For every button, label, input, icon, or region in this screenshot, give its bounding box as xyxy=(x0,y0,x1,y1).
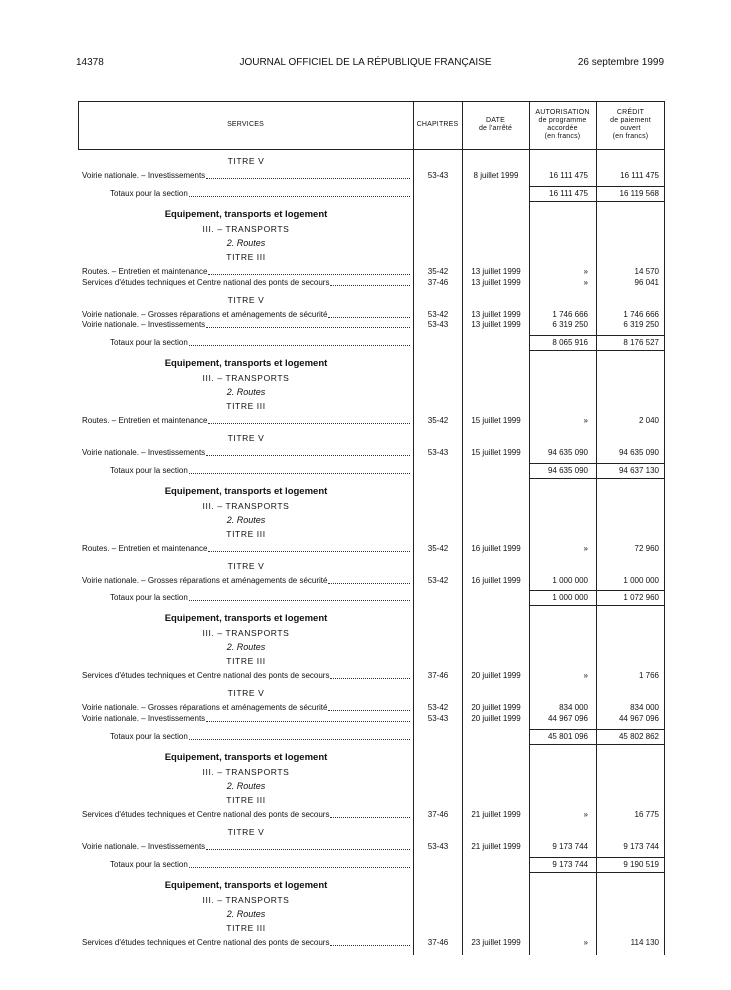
date-cell: 15 juillet 1999 xyxy=(471,416,521,425)
dot-leader xyxy=(208,266,410,275)
row-label-text: Voirie nationale. – Investissements xyxy=(82,714,206,723)
dot-leader xyxy=(328,309,410,318)
autorisation-cell: 834 000 xyxy=(559,703,588,712)
autorisation-cell: 6 319 250 xyxy=(552,320,588,329)
row-label-text: Routes. – Entretien et maintenance xyxy=(82,544,208,553)
date-cell: 16 juillet 1999 xyxy=(471,576,521,585)
credit-cell: 14 570 xyxy=(634,267,659,276)
dot-leader xyxy=(330,670,410,679)
total-row xyxy=(78,592,665,604)
credit-cell: 1 000 000 xyxy=(623,576,659,585)
date-cell: 13 juillet 1999 xyxy=(471,320,521,329)
credit-cell: 2 040 xyxy=(638,416,659,425)
total-rule-bottom xyxy=(597,478,664,479)
total-row xyxy=(78,188,665,200)
credit-cell: 16 775 xyxy=(634,810,659,819)
total-rule-bottom xyxy=(597,744,664,745)
date-cell: 21 juillet 1999 xyxy=(471,842,521,851)
header-chapitres: CHAPITRES xyxy=(416,121,459,128)
chapitre-cell: 37-46 xyxy=(427,671,449,680)
total-rule-top xyxy=(597,463,664,464)
total-row xyxy=(78,465,665,477)
credit-cell: 9 173 744 xyxy=(623,842,659,851)
section-heading: Equipement, transports et logement xyxy=(164,486,328,497)
header-credit: CRÉDIT de paiement ouvert (en francs) xyxy=(610,109,651,140)
table-row xyxy=(78,713,665,725)
credit-cell: 114 130 xyxy=(630,938,659,947)
autorisation-cell: » xyxy=(583,416,588,425)
credit-cell: 8 176 527 xyxy=(623,338,659,347)
total-rule-top xyxy=(597,590,664,591)
table-row xyxy=(78,809,665,821)
dot-leader xyxy=(328,702,410,711)
row-label xyxy=(110,465,410,477)
chapitre-cell: 53-42 xyxy=(427,310,449,319)
row-label-text: Voirie nationale. – Grosses réparations et aménagements de sécurité xyxy=(82,703,328,712)
credit-cell: 9 190 519 xyxy=(623,860,659,869)
dot-leader xyxy=(330,809,410,818)
total-rule-top xyxy=(530,857,596,858)
row-label-text: Voirie nationale. – Investissements xyxy=(82,448,206,457)
total-rule-top xyxy=(597,729,664,730)
dot-leader xyxy=(330,277,410,286)
subsection-heading: III. – TRANSPORTS xyxy=(202,373,290,383)
header-bottom-border xyxy=(78,149,665,150)
dot-leader xyxy=(206,841,410,850)
table-row xyxy=(78,415,665,427)
dot-leader xyxy=(189,731,410,740)
issue-date: 26 septembre 1999 xyxy=(577,57,664,68)
subsection-heading: III. – TRANSPORTS xyxy=(202,767,290,777)
credit-cell: 96 041 xyxy=(634,278,659,287)
subsection-heading: III. – TRANSPORTS xyxy=(202,628,290,638)
autorisation-cell: 16 111 475 xyxy=(549,189,588,198)
total-rule-bottom xyxy=(530,872,596,873)
row-label-text: Totaux pour la section xyxy=(110,732,188,741)
row-label xyxy=(110,859,410,871)
row-label xyxy=(110,337,410,349)
journal-title: JOURNAL OFFICIEL DE LA RÉPUBLIQUE FRANÇAISE xyxy=(239,57,492,68)
credit-cell: 72 960 xyxy=(634,544,659,553)
table-row xyxy=(78,170,665,182)
dot-leader xyxy=(208,415,410,424)
titre-heading: TITRE V xyxy=(227,827,265,837)
chapitre-cell: 53-42 xyxy=(427,703,449,712)
chapitre-cell: 37-46 xyxy=(427,938,449,947)
row-label-text: Voirie nationale. – Investissements xyxy=(82,171,206,180)
row-label-text: Routes. – Entretien et maintenance xyxy=(82,416,208,425)
date-cell: 20 juillet 1999 xyxy=(471,714,521,723)
table-right-border xyxy=(664,101,665,955)
date-cell: 16 juillet 1999 xyxy=(471,544,521,553)
row-label-text: Services d'études techniques et Centre national des ponts de secours xyxy=(82,810,330,819)
dot-leader xyxy=(208,543,410,552)
autorisation-cell: » xyxy=(583,544,588,553)
dot-leader xyxy=(206,713,410,722)
total-rule-top xyxy=(597,186,664,187)
section-heading: Equipement, transports et logement xyxy=(164,613,328,624)
col-divider-date xyxy=(462,101,463,955)
autorisation-cell: 8 065 916 xyxy=(552,338,588,347)
autorisation-cell: 44 967 096 xyxy=(547,714,588,723)
date-cell: 20 juillet 1999 xyxy=(471,671,521,680)
total-rule-bottom xyxy=(530,478,596,479)
date-cell: 8 juillet 1999 xyxy=(473,171,519,180)
row-label xyxy=(82,841,410,853)
titre-heading: TITRE III xyxy=(226,252,266,262)
date-cell: 20 juillet 1999 xyxy=(471,703,521,712)
dot-leader xyxy=(206,170,410,179)
row-label xyxy=(110,188,410,200)
chapter-heading: 2. Routes xyxy=(226,909,266,919)
row-label xyxy=(82,670,410,682)
row-label-text: Services d'études techniques et Centre national des ponts de secours xyxy=(82,938,330,947)
chapitre-cell: 37-46 xyxy=(427,278,449,287)
chapitre-cell: 37-46 xyxy=(427,810,449,819)
dot-leader xyxy=(189,188,410,197)
header-services: SERVICES xyxy=(227,121,264,128)
chapter-heading: 2. Routes xyxy=(226,515,266,525)
row-label xyxy=(82,170,410,182)
autorisation-cell: 94 635 090 xyxy=(547,448,588,457)
section-heading: Equipement, transports et logement xyxy=(164,358,328,369)
chapter-heading: 2. Routes xyxy=(226,238,266,248)
titre-heading: TITRE III xyxy=(226,656,266,666)
section-heading: Equipement, transports et logement xyxy=(164,209,328,220)
autorisation-cell: » xyxy=(583,671,588,680)
autorisation-cell: » xyxy=(583,267,588,276)
total-rule-bottom xyxy=(530,350,596,351)
date-cell: 13 juillet 1999 xyxy=(471,278,521,287)
date-cell: 13 juillet 1999 xyxy=(471,310,521,319)
chapter-heading: 2. Routes xyxy=(226,387,266,397)
total-rule-top xyxy=(530,729,596,730)
row-label xyxy=(82,575,410,587)
dot-leader xyxy=(189,465,410,474)
dot-leader xyxy=(206,447,410,456)
total-row xyxy=(78,731,665,743)
credit-cell: 1 072 960 xyxy=(623,593,659,602)
credit-cell: 94 635 090 xyxy=(618,448,659,457)
row-label-text: Totaux pour la section xyxy=(110,860,188,869)
total-rule-bottom xyxy=(597,350,664,351)
table-row xyxy=(78,447,665,459)
row-label-text: Totaux pour la section xyxy=(110,593,188,602)
row-label xyxy=(110,592,410,604)
autorisation-cell: 45 801 096 xyxy=(547,732,588,741)
total-rule-bottom xyxy=(597,605,664,606)
chapitre-cell: 35-42 xyxy=(427,416,449,425)
table-row xyxy=(78,543,665,555)
total-rule-bottom xyxy=(530,201,596,202)
chapitre-cell: 35-42 xyxy=(427,267,449,276)
date-cell: 13 juillet 1999 xyxy=(471,267,521,276)
autorisation-cell: 94 635 090 xyxy=(547,466,588,475)
total-rule-top xyxy=(530,186,596,187)
autorisation-cell: » xyxy=(583,810,588,819)
autorisation-cell: » xyxy=(583,938,588,947)
chapitre-cell: 53-43 xyxy=(427,320,449,329)
total-rule-top xyxy=(530,590,596,591)
total-rule-top xyxy=(530,463,596,464)
row-label xyxy=(110,731,410,743)
row-label-text: Totaux pour la section xyxy=(110,466,188,475)
subsection-heading: III. – TRANSPORTS xyxy=(202,224,290,234)
row-label-text: Totaux pour la section xyxy=(110,338,188,347)
dot-leader xyxy=(330,937,410,946)
row-label-text: Totaux pour la section xyxy=(110,189,188,198)
date-cell: 15 juillet 1999 xyxy=(471,448,521,457)
autorisation-cell: 1 000 000 xyxy=(552,593,588,602)
chapitre-cell: 35-42 xyxy=(427,544,449,553)
credit-cell: 16 111 475 xyxy=(620,171,659,180)
titre-heading: TITRE V xyxy=(227,295,265,305)
header-autorisation: AUTORISATION de programme accordée (en francs) xyxy=(535,109,590,140)
page-number: 14378 xyxy=(76,57,104,68)
total-rule-top xyxy=(597,335,664,336)
titre-heading: TITRE V xyxy=(227,156,265,166)
titre-heading: TITRE III xyxy=(226,529,266,539)
row-label xyxy=(82,319,410,331)
credit-cell: 6 319 250 xyxy=(623,320,659,329)
autorisation-cell: 16 111 475 xyxy=(549,171,588,180)
header-date: DATE de l'arrêté xyxy=(478,117,513,132)
total-rule-top xyxy=(530,335,596,336)
chapitre-cell: 53-42 xyxy=(427,576,449,585)
date-cell: 21 juillet 1999 xyxy=(471,810,521,819)
col-divider-credit xyxy=(596,101,597,955)
row-label xyxy=(82,809,410,821)
autorisation-cell: 9 173 744 xyxy=(552,842,588,851)
credit-cell: 1 766 xyxy=(638,671,659,680)
row-label-text: Voirie nationale. – Grosses réparations et aménagements de sécurité xyxy=(82,576,328,585)
dot-leader xyxy=(206,319,410,328)
total-rule-bottom xyxy=(597,201,664,202)
titre-heading: TITRE V xyxy=(227,433,265,443)
total-rule-top xyxy=(597,857,664,858)
chapitre-cell: 53-43 xyxy=(427,448,449,457)
autorisation-cell: » xyxy=(583,278,588,287)
row-label xyxy=(82,713,410,725)
row-label-text: Routes. – Entretien et maintenance xyxy=(82,267,208,276)
row-label xyxy=(82,415,410,427)
total-row xyxy=(78,859,665,871)
section-heading: Equipement, transports et logement xyxy=(164,752,328,763)
dot-leader xyxy=(189,337,410,346)
col-divider-autorisation xyxy=(529,101,530,955)
autorisation-cell: 1 746 666 xyxy=(552,310,588,319)
titre-heading: TITRE III xyxy=(226,923,266,933)
autorisation-cell: 9 173 744 xyxy=(552,860,588,869)
subsection-heading: III. – TRANSPORTS xyxy=(202,895,290,905)
chapitre-cell: 53-43 xyxy=(427,842,449,851)
credits-table xyxy=(78,101,665,955)
dot-leader xyxy=(189,592,410,601)
titre-heading: TITRE V xyxy=(227,688,265,698)
row-label xyxy=(82,277,410,289)
titre-heading: TITRE III xyxy=(226,401,266,411)
credit-cell: 1 746 666 xyxy=(623,310,659,319)
table-row xyxy=(78,319,665,331)
table-row xyxy=(78,841,665,853)
credit-cell: 16 119 568 xyxy=(619,189,659,198)
titre-heading: TITRE V xyxy=(227,561,265,571)
row-label-text: Voirie nationale. – Investissements xyxy=(82,320,206,329)
total-rule-bottom xyxy=(530,605,596,606)
row-label-text: Services d'études techniques et Centre national des ponts de secours xyxy=(82,671,330,680)
chapitre-cell: 53-43 xyxy=(427,171,449,180)
row-label xyxy=(82,447,410,459)
table-row xyxy=(78,575,665,587)
total-rule-bottom xyxy=(530,744,596,745)
section-heading: Equipement, transports et logement xyxy=(164,880,328,891)
total-row xyxy=(78,337,665,349)
credit-cell: 44 967 096 xyxy=(618,714,659,723)
chapter-heading: 2. Routes xyxy=(226,642,266,652)
credit-cell: 45 802 862 xyxy=(618,732,659,741)
credit-cell: 94 637 130 xyxy=(618,466,659,475)
chapter-heading: 2. Routes xyxy=(226,781,266,791)
dot-leader xyxy=(328,575,410,584)
date-cell: 23 juillet 1999 xyxy=(471,938,521,947)
autorisation-cell: 1 000 000 xyxy=(552,576,588,585)
chapitre-cell: 53-43 xyxy=(427,714,449,723)
row-label xyxy=(82,543,410,555)
table-row xyxy=(78,277,665,289)
dot-leader xyxy=(189,859,410,868)
credit-cell: 834 000 xyxy=(630,703,659,712)
titre-heading: TITRE III xyxy=(226,795,266,805)
row-label xyxy=(82,937,410,949)
row-label-text: Voirie nationale. – Grosses réparations et aménagements de sécurité xyxy=(82,310,328,319)
row-label-text: Services d'études techniques et Centre national des ponts de secours xyxy=(82,278,330,287)
subsection-heading: III. – TRANSPORTS xyxy=(202,501,290,511)
row-label-text: Voirie nationale. – Investissements xyxy=(82,842,206,851)
table-row xyxy=(78,937,665,949)
total-rule-bottom xyxy=(597,872,664,873)
table-row xyxy=(78,670,665,682)
